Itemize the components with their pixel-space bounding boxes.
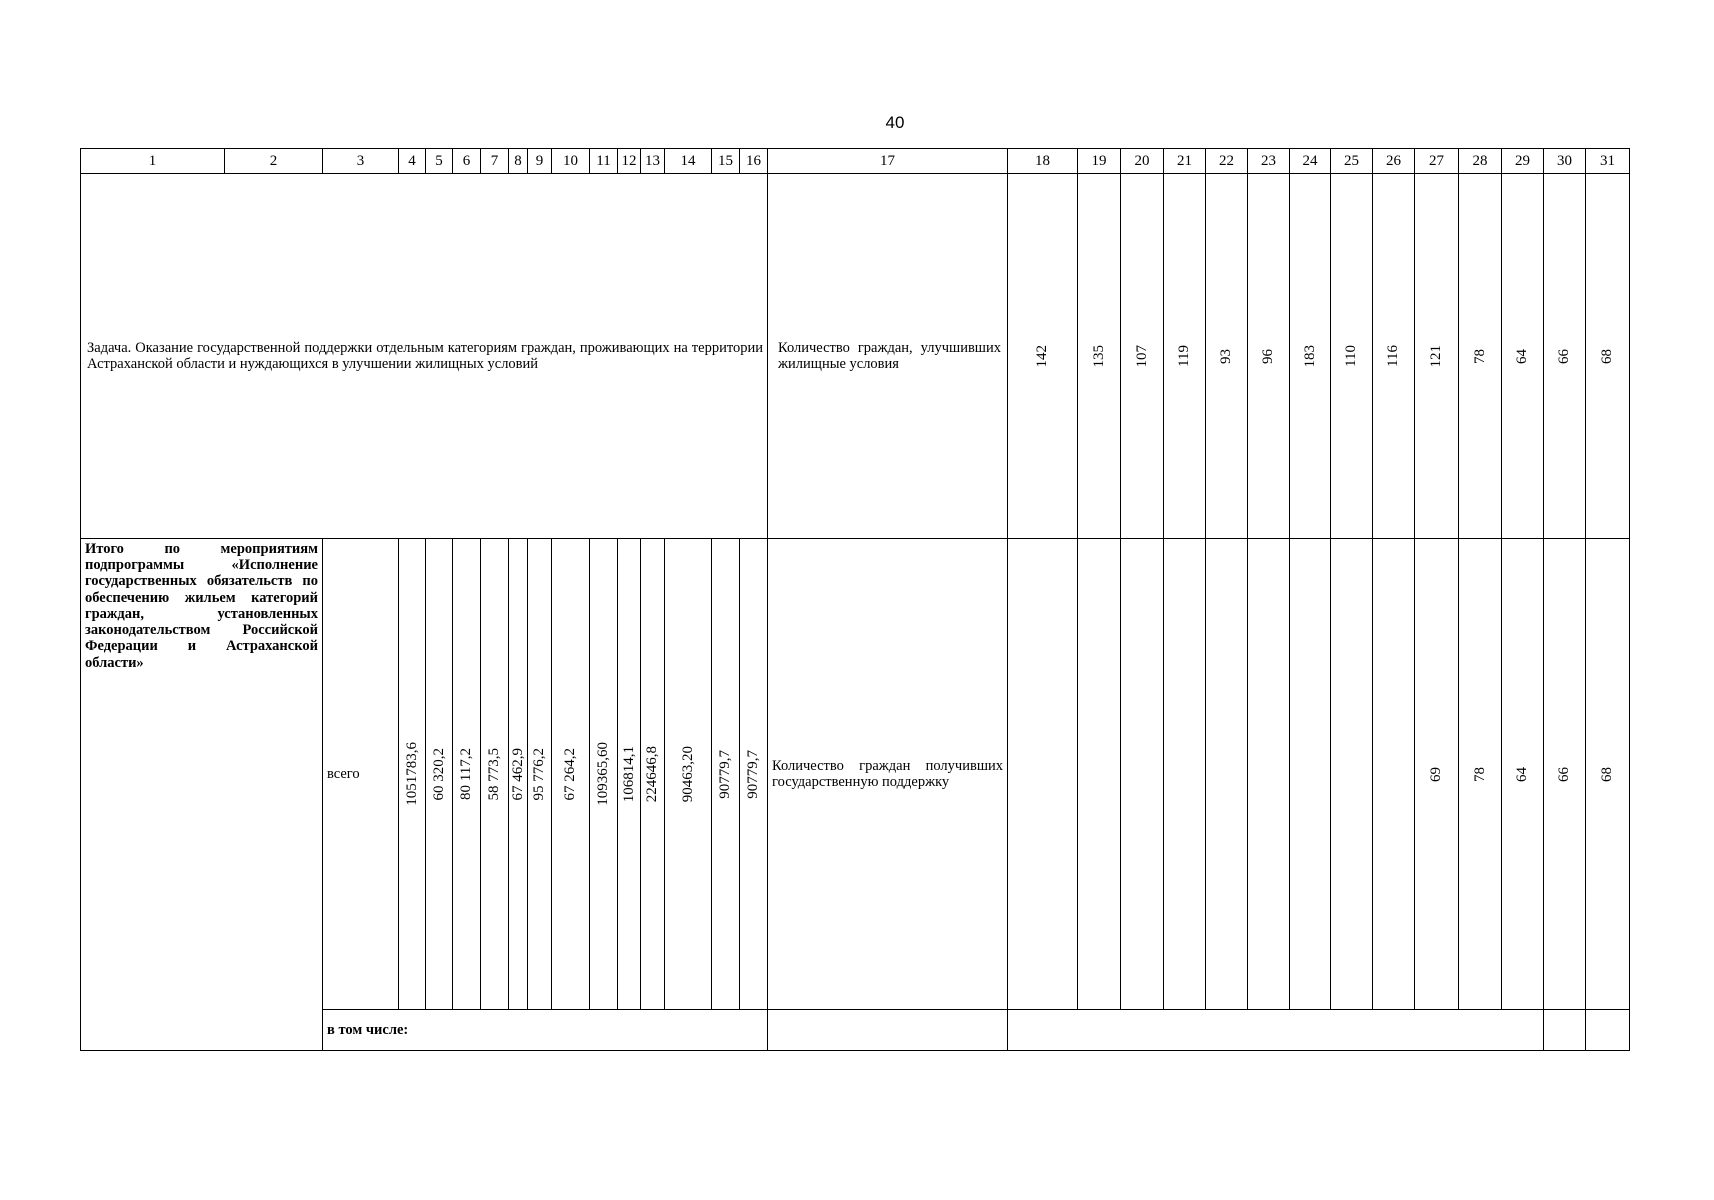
task-value-cell — [1331, 174, 1373, 539]
column-header: 10 — [552, 149, 590, 174]
empty-cell — [1544, 1010, 1586, 1051]
funding-value: 90779,7 — [745, 749, 762, 799]
task-value-cell — [1248, 174, 1290, 539]
column-header: 5 — [426, 149, 453, 174]
column-header: 24 — [1290, 149, 1331, 174]
task-value: 110 — [1343, 345, 1360, 367]
funding-value: 106814,1 — [620, 745, 637, 803]
program-table — [80, 148, 1630, 1051]
total-value-cell — [1459, 539, 1502, 1010]
column-header: 15 — [712, 149, 740, 174]
total-label: всего — [323, 539, 399, 1010]
funding-value: 60 320,2 — [430, 747, 447, 801]
page-number: 40 — [885, 113, 905, 132]
empty-cell — [1121, 539, 1164, 1010]
funding-cell — [426, 539, 453, 1010]
column-header: 6 — [453, 149, 481, 174]
column-header: 14 — [665, 149, 712, 174]
empty-cell — [1248, 539, 1290, 1010]
total-value: 69 — [1428, 766, 1445, 782]
column-header: 3 — [323, 149, 399, 174]
empty-cell — [1331, 539, 1373, 1010]
total-value: 68 — [1599, 766, 1616, 782]
funding-value: 109365,60 — [595, 742, 612, 806]
column-header: 22 — [1206, 149, 1248, 174]
task-value: 135 — [1090, 344, 1107, 368]
task-value-cell — [1290, 174, 1331, 539]
column-header: 18 — [1008, 149, 1078, 174]
column-header: 28 — [1459, 149, 1502, 174]
task-row — [81, 174, 1630, 539]
task-value: 116 — [1385, 345, 1402, 367]
task-value: 66 — [1556, 348, 1573, 364]
empty-cell — [1008, 1010, 1544, 1051]
funding-cell — [481, 539, 509, 1010]
total-value: 66 — [1556, 766, 1573, 782]
column-header: 23 — [1248, 149, 1290, 174]
funding-value: 80 117,2 — [458, 748, 475, 800]
task-value-cell — [1206, 174, 1248, 539]
funding-value: 90463,20 — [679, 745, 696, 803]
column-header: 25 — [1331, 149, 1373, 174]
empty-cell — [1373, 539, 1415, 1010]
empty-cell — [1078, 539, 1121, 1010]
funding-value: 58 773,5 — [486, 747, 503, 801]
task-indicator: Количество граждан, улучшивших жилищные условия — [768, 174, 1008, 539]
column-header: 11 — [590, 149, 618, 174]
task-value-cell — [1502, 174, 1544, 539]
funding-value: 224646,8 — [644, 745, 661, 803]
funding-cell — [399, 539, 426, 1010]
column-header: 2 — [225, 149, 323, 174]
funding-cell — [712, 539, 740, 1010]
task-value-cell — [1415, 174, 1459, 539]
empty-cell — [768, 1010, 1008, 1051]
column-header: 7 — [481, 149, 509, 174]
column-header: 8 — [509, 149, 528, 174]
task-value: 142 — [1034, 344, 1051, 368]
funding-cell — [509, 539, 528, 1010]
column-header: 17 — [768, 149, 1008, 174]
task-value: 107 — [1133, 344, 1150, 368]
empty-cell — [1008, 539, 1078, 1010]
column-header: 20 — [1121, 149, 1164, 174]
funding-value: 67 264,2 — [562, 747, 579, 801]
funding-cell — [528, 539, 552, 1010]
task-value: 68 — [1599, 348, 1616, 364]
funding-value: 67 462,9 — [509, 747, 526, 801]
task-value: 119 — [1176, 345, 1193, 367]
column-header: 27 — [1415, 149, 1459, 174]
task-value-cell — [1008, 174, 1078, 539]
task-value: 64 — [1514, 348, 1531, 364]
funding-cell — [665, 539, 712, 1010]
column-header: 29 — [1502, 149, 1544, 174]
total-value-cell — [1415, 539, 1459, 1010]
total-row — [81, 539, 1630, 1010]
total-value-cell — [1544, 539, 1586, 1010]
total-value: 64 — [1514, 766, 1531, 782]
funding-cell — [618, 539, 641, 1010]
funding-cell — [740, 539, 768, 1010]
total-value-cell — [1586, 539, 1630, 1010]
column-header: 21 — [1164, 149, 1206, 174]
column-header: 31 — [1586, 149, 1630, 174]
subtotal-label: в том числе: — [323, 1010, 768, 1051]
column-header: 9 — [528, 149, 552, 174]
empty-cell — [1206, 539, 1248, 1010]
funding-cell — [552, 539, 590, 1010]
task-value-cell — [1544, 174, 1586, 539]
column-header: 12 — [618, 149, 641, 174]
total-indicator: Количество граждан получивших государственную поддержку — [768, 539, 1008, 1010]
task-value: 121 — [1428, 344, 1445, 368]
task-value-cell — [1373, 174, 1415, 539]
empty-cell — [1164, 539, 1206, 1010]
funding-cell — [453, 539, 481, 1010]
task-value-cell — [1459, 174, 1502, 539]
column-header: 1 — [81, 149, 225, 174]
funding-cell — [590, 539, 618, 1010]
total-value-cell — [1502, 539, 1544, 1010]
task-value-cell — [1078, 174, 1121, 539]
column-number-row — [81, 149, 1630, 174]
task-value-cell — [1164, 174, 1206, 539]
total-value: 78 — [1471, 766, 1488, 782]
column-header: 4 — [399, 149, 426, 174]
empty-cell — [1290, 539, 1331, 1010]
task-description: Задача. Оказание государственной поддержки отдельным категориям граждан, проживающих на территории Астраханской области и нуждающихся в улучшении жилищных условий — [81, 174, 768, 539]
column-header: 30 — [1544, 149, 1586, 174]
funding-cell — [641, 539, 665, 1010]
funding-value: 1051783,6 — [403, 742, 420, 806]
funding-value: 95 776,2 — [531, 747, 548, 801]
column-header: 13 — [641, 149, 665, 174]
column-header: 19 — [1078, 149, 1121, 174]
task-value: 96 — [1260, 348, 1277, 364]
task-value: 78 — [1471, 348, 1488, 364]
total-title: Итого по мероприятиям подпрограммы «Исполнение государственных обязательств по обеспечению жильем категорий граждан, установленных законодательством Российской Федерации и Астраханской области» — [81, 539, 323, 1051]
task-value: 183 — [1301, 344, 1318, 368]
task-value: 93 — [1218, 348, 1235, 364]
funding-value: 90779,7 — [717, 749, 734, 799]
empty-cell — [1586, 1010, 1630, 1051]
task-value-cell — [1121, 174, 1164, 539]
column-header: 16 — [740, 149, 768, 174]
column-header: 26 — [1373, 149, 1415, 174]
task-value-cell — [1586, 174, 1630, 539]
